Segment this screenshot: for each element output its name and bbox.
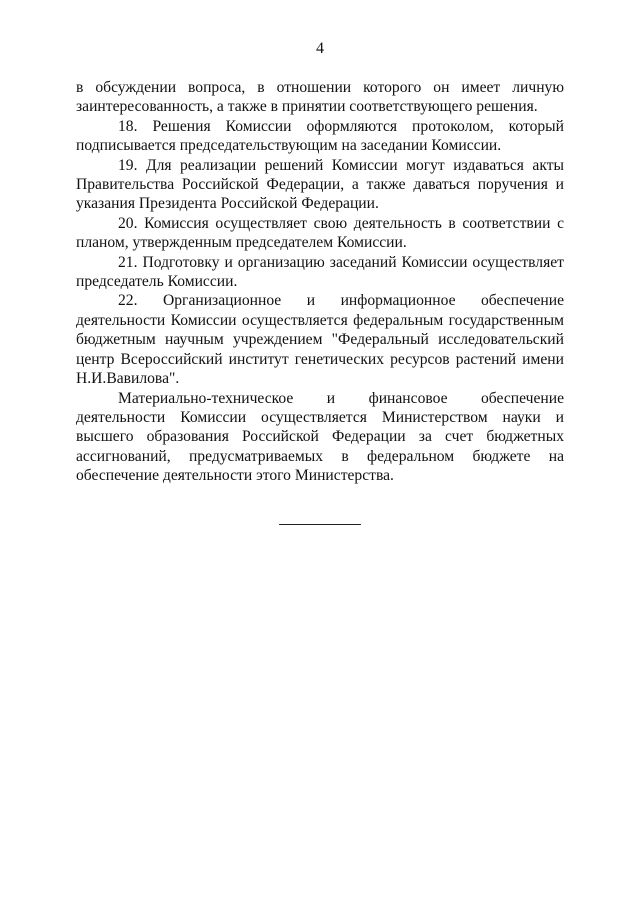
paragraph-22-continued: Материально-техническое и финансовое обеспечение деятельности Комиссии осуществляется Министерством науки и высшего образования Российской Федерации за счет бюджетных ассигнований, предусматриваемых в федеральном бюджете на обеспечение деятельности этого Министерства. [76, 389, 564, 485]
end-of-document-rule [279, 524, 361, 525]
paragraph-22: 22. Организационное и информационное обеспечение деятельности Комиссии осуществляется федеральным государственным бюджетным научным учреждением "Федеральный исследовательский центр Всероссийский институт генетических ресурсов растений имени Н.И.Вавилова". [76, 292, 564, 388]
document-body [76, 78, 564, 486]
paragraph-19: 19. Для реализации решений Комиссии могут издаваться акты Правительства Российской Федерации, а также даваться поручения и указания Президента Российской Федерации. [76, 156, 564, 213]
paragraph-18: 18. Решения Комиссии оформляются протоколом, который подписывается председательствующим на заседании Комиссии. [76, 117, 564, 155]
page-number: 4 [316, 40, 324, 57]
paragraph-20: 20. Комиссия осуществляет свою деятельность в соответствии с планом, утвержденным председателем Комиссии. [76, 214, 564, 252]
paragraph-continuation: в обсуждении вопроса, в отношении которого он имеет личную заинтересованность, а также в принятии соответствующего решения. [76, 79, 564, 116]
paragraph-21: 21. Подготовку и организацию заседаний Комиссии осуществляет председатель Комиссии. [76, 253, 564, 291]
